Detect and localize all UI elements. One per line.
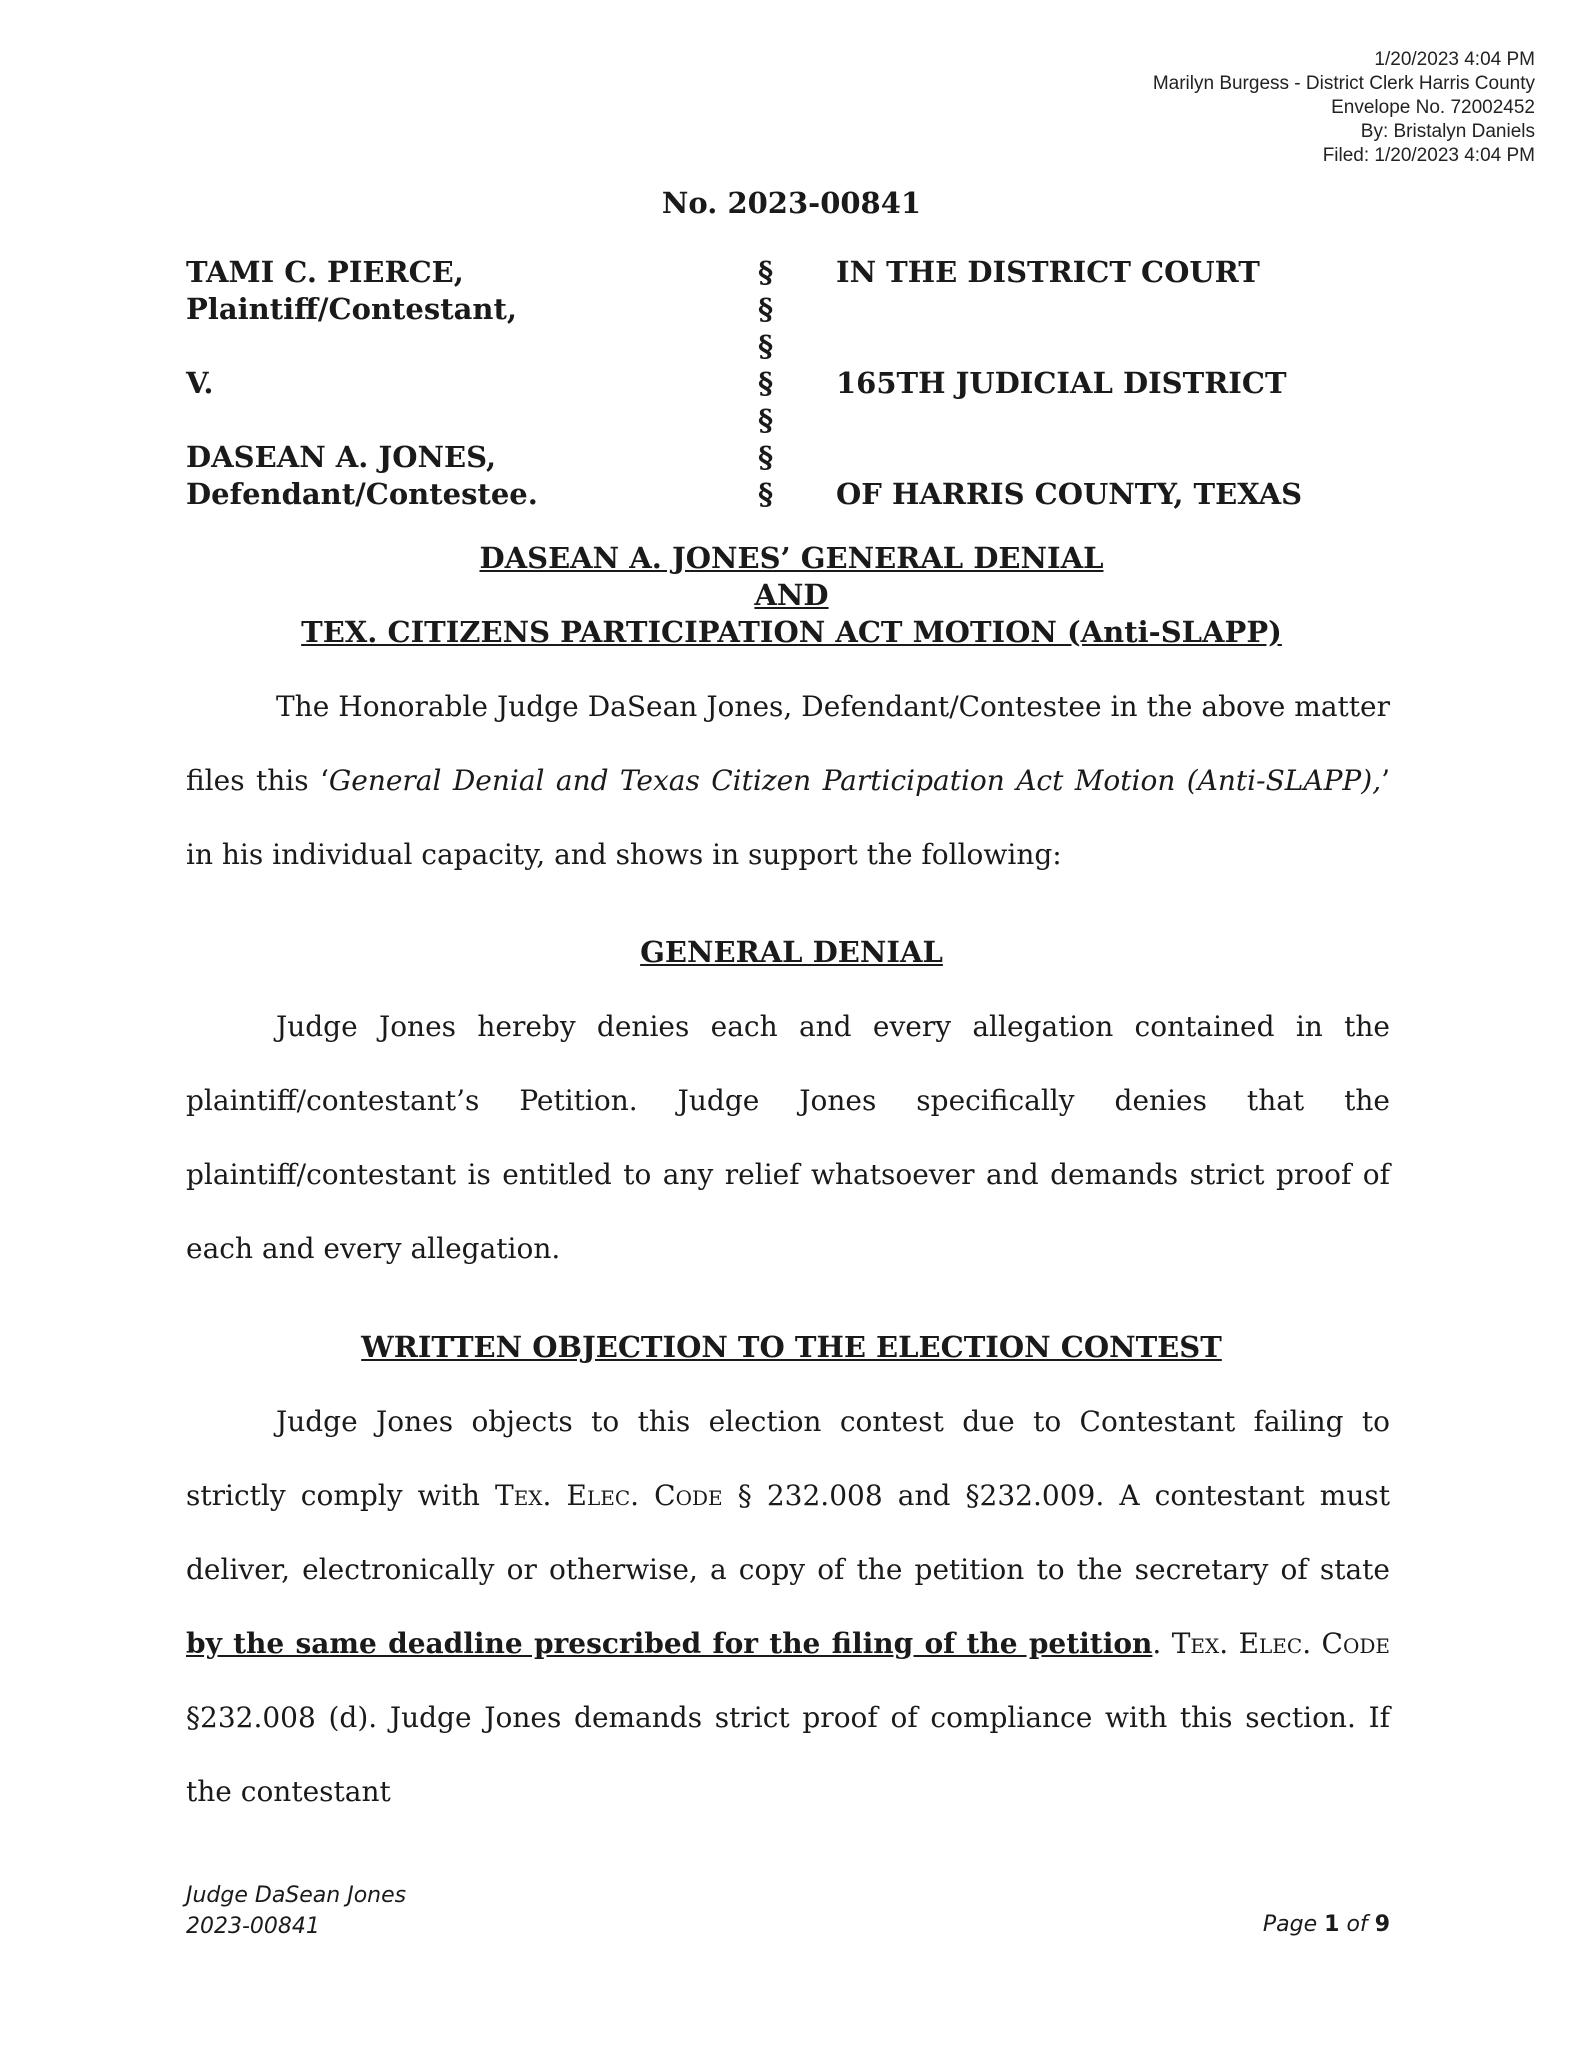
filing-stamp — [935, 48, 1535, 168]
stamp-datetime: 1/20/2023 4:04 PM — [1374, 49, 1535, 70]
section-symbol: § — [758, 292, 774, 326]
objection-text-4: §232.008 (d). Judge Jones demands strict proof of compliance with this section. If the contestant — [186, 1701, 1390, 1808]
intro-paragraph — [186, 670, 1390, 892]
stamp-envelope: Envelope No. 72002452 — [1331, 97, 1535, 118]
plaintiff-name: TAMI C. PIERCE, — [186, 255, 464, 289]
versus: V. — [186, 366, 214, 400]
intro-italic-title: General Denial and Texas Citizen Participation Act Motion (Anti-SLAPP), — [328, 764, 1382, 797]
emphasized-deadline: by the same deadline prescribed for the filing of the petition — [186, 1627, 1153, 1660]
page-indicator — [1263, 1912, 1390, 1937]
objection-text-3: . — [1152, 1627, 1172, 1660]
footer-author: Judge DaSean Jones — [186, 1883, 407, 1908]
court-line-3: OF HARRIS COUNTY, TEXAS — [836, 477, 1303, 511]
court-line-2: 165TH JUDICIAL DISTRICT — [836, 366, 1287, 400]
defendant-name: DASEAN A. JONES, — [186, 440, 497, 474]
page-current: 1 — [1324, 1912, 1340, 1937]
section-symbol: § — [758, 477, 774, 511]
general-denial-text: Judge Jones hereby denies each and every allegation contained in the plaintiff/contestant’s Petition. Judge Jones specifically denies that the plaintiff/contestant is entitled to any relief whatsoever and demands strict proof of each and every allegation. — [186, 1010, 1390, 1265]
section-symbol: § — [758, 329, 774, 363]
intro-text-1: The Honorable Judge DaSean Jones, Defendant/Contestee in the above matter files this ‘ — [186, 690, 1390, 797]
section-symbol: § — [758, 403, 774, 437]
section-symbol: § — [758, 366, 774, 400]
statute-citation: Tex. Elec. Code — [495, 1479, 723, 1512]
section-symbol: § — [758, 440, 774, 474]
title-line-2: AND — [754, 578, 829, 612]
objection-heading: WRITTEN OBJECTION TO THE ELECTION CONTEST — [361, 1330, 1222, 1364]
footer-left — [186, 1880, 406, 1942]
objection-text-2: § 232.008 and §232.009. A contestant must deliver, electronically or otherwise, a copy of the petition to the secretary of state — [186, 1479, 1390, 1586]
title-line-3: TEX. CITIZENS PARTICIPATION ACT MOTION (Anti-SLAPP) — [301, 615, 1282, 649]
title-line-1: DASEAN A. JONES’ GENERAL DENIAL — [479, 541, 1104, 575]
court-line-1: IN THE DISTRICT COURT — [836, 255, 1260, 289]
objection-paragraph — [186, 1385, 1390, 1829]
page-of: of — [1346, 1912, 1368, 1937]
defendant-role: Defendant/Contestee. — [186, 477, 538, 511]
objection-text-1: Judge Jones objects to this election contest due to Contestant failing to strictly comply with — [186, 1405, 1390, 1512]
case-number: No. 2023-00841 — [661, 186, 922, 220]
stamp-clerk: Marilyn Burgess - District Clerk Harris County — [1152, 73, 1535, 94]
stamp-by: By: Bristalyn Daniels — [1360, 121, 1535, 142]
intro-text-2: ’ in his individual capacity, and shows in support the following: — [186, 764, 1391, 871]
section-symbol: § — [758, 255, 774, 289]
footer-case-number: 2023-00841 — [186, 1914, 320, 1939]
general-denial-paragraph — [186, 990, 1390, 1286]
general-denial-heading: GENERAL DENIAL — [640, 935, 943, 969]
stamp-filed: Filed: 1/20/2023 4:04 PM — [1322, 145, 1535, 166]
page-total: 9 — [1374, 1912, 1390, 1937]
statute-citation: Tex. Elec. Code — [1171, 1627, 1390, 1660]
page-word: Page — [1262, 1912, 1318, 1937]
plaintiff-role: Plaintiff/Contestant, — [186, 292, 517, 326]
document-title — [0, 540, 1583, 651]
